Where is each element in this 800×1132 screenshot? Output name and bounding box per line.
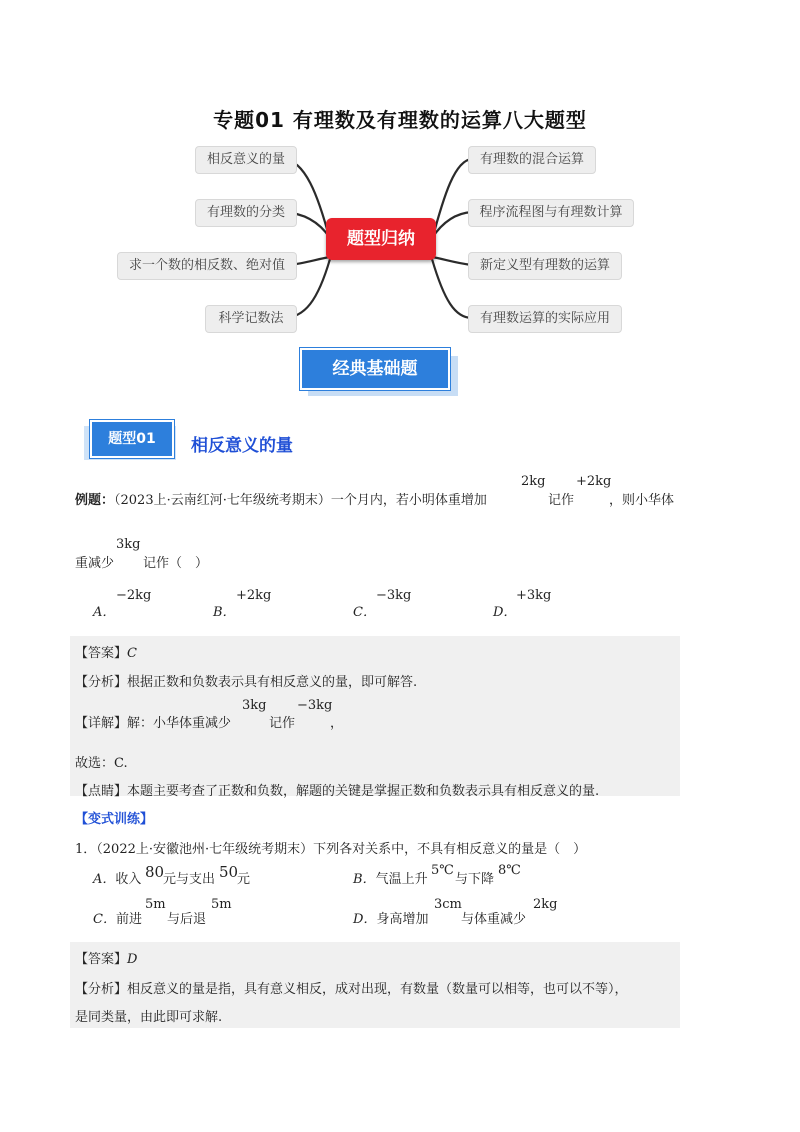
practice-option-d-text-2: 与体重减少 xyxy=(461,912,527,927)
example-text-3: ，则小华体 xyxy=(609,493,675,508)
solution-1-comment xyxy=(75,780,599,799)
solution-1-choose: 故选：C. xyxy=(75,756,128,771)
option-b-label: B． xyxy=(213,605,236,620)
example-value-1: 2kg xyxy=(521,474,546,489)
example-value-2: +2kg xyxy=(576,474,612,489)
example-label: 例题： xyxy=(75,493,115,508)
option-d-label: D． xyxy=(493,605,517,620)
detail-text-1: 解：小华体重减少 xyxy=(127,716,232,731)
comment-text: 本题主要考查了正数和负数，解题的关键是掌握正数和负数表示具有相反意义的量. xyxy=(127,784,600,799)
practice-option-d xyxy=(353,908,428,927)
answer-2-label: 【答案】 xyxy=(75,952,128,967)
detail-text-2: 记作 xyxy=(269,716,296,731)
solution-2-answer xyxy=(75,948,137,967)
mindmap-node-left-1: 相反意义的量 xyxy=(195,146,297,174)
analysis-label: 【分析】 xyxy=(75,675,128,690)
practice-option-d-value-2: 2kg xyxy=(533,897,558,912)
analysis-text: 根据正数和负数表示具有相反意义的量，即可解答. xyxy=(127,675,418,690)
detail-value-2: −3kg xyxy=(297,698,333,713)
page-title: 专题01 有理数及有理数的运算八大题型 xyxy=(213,108,587,132)
detail-label: 【详解】 xyxy=(75,716,128,731)
option-a-value: −2kg xyxy=(116,588,152,603)
connector-right-3 xyxy=(432,257,472,265)
example-line-1 xyxy=(75,489,487,508)
practice-option-d-label: D． xyxy=(353,912,377,927)
practice-option-b-text-2: 与下降 xyxy=(455,872,495,887)
option-d-value: +3kg xyxy=(516,588,552,603)
practice-option-c-value-2: 5m xyxy=(211,897,232,912)
mindmap-node-left-4: 科学记数法 xyxy=(205,305,297,333)
solution-1-analysis xyxy=(75,671,417,690)
solution-1-answer xyxy=(75,642,137,661)
practice-question xyxy=(75,838,586,857)
practice-option-a-label: A． xyxy=(93,872,116,887)
example-text-2: 记作 xyxy=(548,493,575,508)
example-text-5: 记作（ ） xyxy=(143,556,209,571)
option-a-label: A． xyxy=(93,605,116,620)
practice-option-b-value-1: 5℃ xyxy=(431,863,454,878)
practice-option-a xyxy=(93,868,141,887)
solution-1-detail xyxy=(75,712,231,731)
mindmap-node-right-2: 程序流程图与有理数计算 xyxy=(468,199,634,227)
practice-option-c-text-1: 前进 xyxy=(115,912,142,927)
answer-2-value: D xyxy=(127,952,138,967)
section-banner xyxy=(300,348,458,398)
mindmap-center-node: 题型归纳 xyxy=(326,218,436,260)
practice-option-c-value-1: 5m xyxy=(145,897,166,912)
practice-label: 【变式训练】 xyxy=(75,812,154,827)
mindmap-node-left-2: 有理数的分类 xyxy=(195,199,297,227)
example-text-4: 重减少 xyxy=(75,556,115,571)
practice-option-c-label: C． xyxy=(93,912,116,927)
detail-value-1: 3kg xyxy=(242,698,267,713)
example-value-3: 3kg xyxy=(116,537,141,552)
practice-option-b-text-1: 气温上升 xyxy=(375,872,428,887)
option-c-value: −3kg xyxy=(376,588,412,603)
mindmap-node-right-1: 有理数的混合运算 xyxy=(468,146,596,174)
mindmap-node-left-3: 求一个数的相反数、绝对值 xyxy=(117,252,297,280)
detail-text-3: ， xyxy=(330,716,344,731)
answer-value: C xyxy=(127,646,137,661)
analysis-2-text-1: 相反意义的量是指，具有意义相反，成对出现，有数量（数量可以相等，也可以不等）， xyxy=(127,982,628,997)
practice-option-a-value-1: 80 xyxy=(145,863,165,881)
analysis-2-label: 【分析】 xyxy=(75,982,128,997)
solution-2-analysis-1 xyxy=(75,978,628,997)
practice-option-b-value-2: 8℃ xyxy=(498,863,521,878)
connector-right-1 xyxy=(432,159,472,240)
mindmap-node-right-3: 新定义型有理数的运算 xyxy=(468,252,622,280)
question-number: 1． xyxy=(75,842,97,857)
topic-tag xyxy=(84,420,176,460)
practice-option-d-text-1: 身高增加 xyxy=(376,912,429,927)
option-b-value: +2kg xyxy=(236,588,272,603)
solution-2-analysis-2: 是同类量，由此即可求解. xyxy=(75,1010,223,1025)
section-banner-label: 经典基础题 xyxy=(300,348,450,390)
practice-option-c-text-2: 与后退 xyxy=(167,912,207,927)
mindmap-node-right-4: 有理数运算的实际应用 xyxy=(468,305,622,333)
option-c-label: C． xyxy=(353,605,376,620)
topic-tag-label: 题型01 xyxy=(90,420,174,458)
practice-option-a-text-2: 元与支出 xyxy=(163,872,216,887)
answer-label: 【答案】 xyxy=(75,646,128,661)
practice-option-a-text-3: 元 xyxy=(237,872,251,887)
practice-option-c xyxy=(93,908,142,927)
practice-option-a-text-1: 收入 xyxy=(115,872,142,887)
practice-option-b xyxy=(353,868,428,887)
practice-option-b-label: B． xyxy=(353,872,376,887)
example-text-1: （2023上·云南红河·七年级统考期末）一个月内，若小明体重增加 xyxy=(114,493,487,508)
connector-right-4 xyxy=(432,259,472,318)
practice-option-a-value-2: 50 xyxy=(219,863,239,881)
comment-label: 【点睛】 xyxy=(75,784,128,799)
question-text: （2022上·安徽池州·七年级统考期末）下列各对关系中，不具有相反意义的量是（ ） xyxy=(96,842,587,857)
topic-title: 相反意义的量 xyxy=(191,436,293,456)
practice-option-d-value-1: 3cm xyxy=(434,897,462,912)
